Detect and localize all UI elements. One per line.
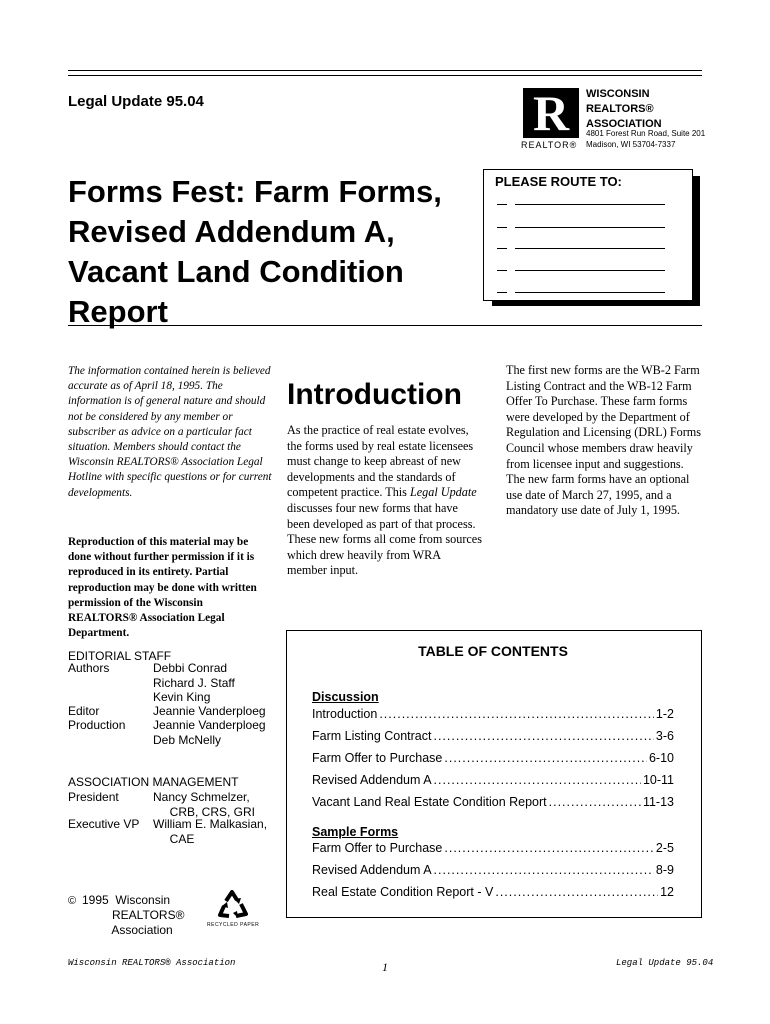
staff-role: Authors: [68, 661, 110, 675]
toc-entry[interactable]: [312, 885, 674, 899]
staff-names: Jeannie Vanderploeg: [153, 704, 266, 718]
toc-entry-label: Revised Addendum A: [312, 863, 432, 877]
org-name-line: ASSOCIATION: [586, 118, 662, 130]
realtor-logo-text: REALTOR®: [521, 140, 578, 150]
toc-entry[interactable]: [312, 841, 674, 855]
recycled-paper-label: RECYCLED PAPER: [207, 922, 260, 928]
title-line: Vacant Land Condition Report: [68, 254, 404, 329]
staff-role: Executive VP: [68, 817, 140, 831]
toc-entry-label: Revised Addendum A: [312, 773, 432, 787]
intro-paragraph-2: The first new forms are the WB-2 Farm Listing Contract and the WB-12 Farm Offer To Purchase. These farm forms were developed by the Department of Regulation and Licensing (DRL) Forms Council whose members draw heavily from licensee input and suggestions. The new farm forms have an optional use date of March 27, 1995, and a mandatory use date of July 1, 1995.: [506, 363, 701, 518]
toc-entry-page: 6-10: [648, 751, 674, 765]
toc-entry[interactable]: [312, 729, 674, 743]
route-title: PLEASE ROUTE TO:: [495, 174, 622, 189]
staff-names: William E. Malkasian, CAE: [153, 817, 268, 846]
toc-entry-page: 1-2: [655, 707, 674, 721]
top-rule-thin: [68, 75, 702, 76]
staff-names: Jeannie Vanderploeg Deb McNelly: [153, 718, 266, 747]
toc-entry-label: Farm Offer to Purchase: [312, 751, 443, 765]
intro-heading: Introduction: [287, 378, 462, 411]
address-line: 4801 Forest Run Road, Suite 201: [586, 129, 706, 138]
intro-paragraph: [287, 423, 483, 579]
address-line: Madison, WI 53704-7337: [586, 140, 676, 149]
toc-entry[interactable]: [312, 863, 674, 877]
top-rule: [68, 70, 702, 71]
toc-leader: [495, 885, 658, 899]
toc-leader: [379, 707, 654, 721]
footer-left: Wisconsin REALTORS® Association: [68, 958, 236, 968]
toc-entry-page: 10-11: [642, 773, 674, 787]
route-line[interactable]: [497, 196, 665, 208]
association-management-title: ASSOCIATION MANAGEMENT: [68, 775, 239, 789]
toc-entry[interactable]: [312, 795, 674, 809]
toc-entry-page: 11-13: [642, 795, 674, 809]
staff-role: Production: [68, 718, 126, 732]
toc-leader: [444, 751, 647, 765]
route-line[interactable]: [497, 240, 665, 252]
toc-entry-label: Vacant Land Real Estate Condition Report: [312, 795, 547, 809]
org-name-line: WISCONSIN: [586, 88, 650, 100]
toc-entry[interactable]: [312, 751, 674, 765]
toc-leader: [549, 795, 641, 809]
copyright-symbol: ©: [68, 895, 77, 907]
intro-italic: Legal Update: [409, 485, 477, 500]
staff-role: Editor: [68, 704, 100, 718]
toc-title: TABLE OF CONTENTS: [418, 643, 568, 659]
toc-leader: [434, 773, 641, 787]
toc-entry-label: Farm Listing Contract: [312, 729, 432, 743]
recycle-icon: [216, 889, 250, 921]
intro-text: discusses four new forms that have been developed as part of that process. These new forms all come from sources which drew heavily from WRA member input.: [287, 500, 482, 578]
org-name-line: REALTORS®: [586, 103, 654, 115]
toc-entry-label: Farm Offer to Purchase: [312, 841, 443, 855]
title-line: Revised Addendum A,: [68, 214, 395, 249]
toc-leader: [433, 729, 653, 743]
toc-entry[interactable]: [312, 707, 674, 721]
toc-entry[interactable]: [312, 773, 674, 787]
legal-update-label: Legal Update 95.04: [68, 93, 204, 110]
route-line[interactable]: [497, 284, 665, 296]
toc-entry-label: Introduction: [312, 707, 378, 721]
disclaimer-text: The information contained herein is believed accurate as of April 18, 1995. The information is of general nature and should not be considered by any member or subscriber as advice on a particular fact situation. Members should contact the Wisconsin REALTORS® Association Legal Hotline with specific questions or for current developments.: [68, 365, 272, 499]
toc-leader: [444, 841, 654, 855]
page-number: 1: [382, 960, 388, 974]
toc-section-samples: Sample Forms: [312, 825, 399, 839]
intro-text: As the practice of real estate evolves, the forms used by real estate licensees must change to keep abreast of new developments and the standards of competent practice. This: [287, 423, 474, 500]
toc-entry-page: 3-6: [655, 729, 674, 743]
toc-entry-page: 2-5: [655, 841, 674, 855]
toc-entry-page: 8-9: [655, 863, 674, 877]
copyright-text: 1995 Wisconsin REALTORS® Association: [82, 893, 185, 937]
page-title: [68, 172, 498, 332]
title-line: Forms Fest: Farm Forms,: [68, 174, 442, 209]
reproduction-notice: Reproduction of this material may be done without further permission if it is reproduced in its entirety. Partial reproduction may be done with written permission of the Wisconsin REALTORS® Association Legal Department.: [68, 536, 257, 640]
route-line[interactable]: [497, 262, 665, 274]
toc-entry-page: 12: [660, 885, 674, 899]
realtor-logo-mark: R: [532, 85, 570, 141]
toc-leader: [434, 863, 654, 877]
org-address: [586, 128, 705, 150]
route-line[interactable]: [497, 219, 665, 231]
staff-names: Nancy Schmelzer, CRB, CRS, GRI: [153, 790, 256, 819]
toc-entry-label: Real Estate Condition Report - V: [312, 885, 494, 899]
staff-role: President: [68, 790, 119, 804]
editorial-staff-title: EDITORIAL STAFF: [68, 649, 172, 663]
toc-section-discussion: Discussion: [312, 690, 379, 704]
staff-names: Debbi Conrad Richard J. Staff Kevin King: [153, 661, 235, 704]
org-name: [586, 87, 662, 132]
footer-right: Legal Update 95.04: [616, 958, 714, 968]
